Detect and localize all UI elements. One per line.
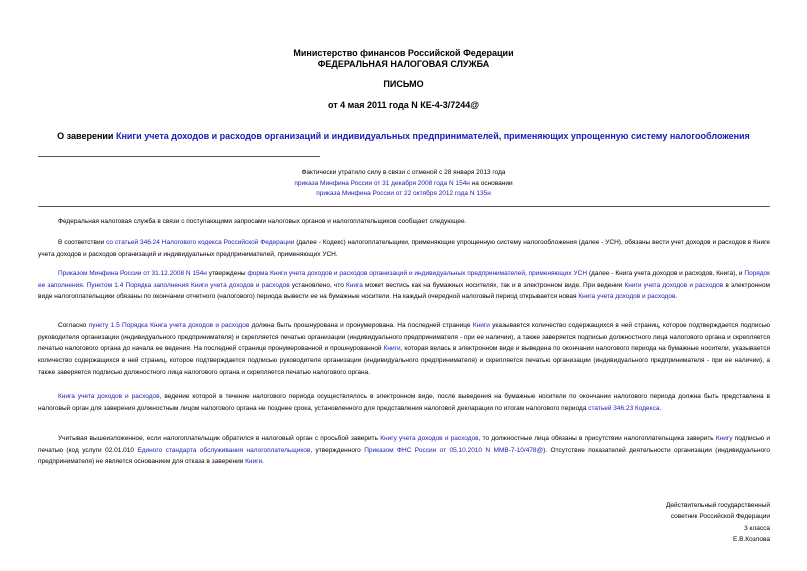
link-new-book[interactable]: Книга учета доходов и расходов	[578, 293, 676, 301]
paragraph-2: В соответствии со статьей 346.24 Налогового кодекса Российской Федерации (далее - Кодекс) налогоплательщики, применяющие упрощенную систему налогообложения (далее - УСН), обязаны вести учет доходов и расходов в Книге учета доходов и расходов организаций и индивидуальных предпринимателей, применяющих УСН.	[38, 239, 770, 258]
link-clause-1-4[interactable]: Пунктом 1.4 Порядка заполнения Книги учета доходов и расходов	[86, 281, 290, 289]
document-header	[0, 48, 807, 70]
doc-date-number: от 4 мая 2011 года N КЕ-4-3/7244@	[327, 100, 480, 110]
note-separator	[38, 206, 770, 207]
paragraph-6: Учитывая вышеизложенное, если налогоплательщик обратился в налоговый орган с просьбой заверить Книгу учета доходов и расходов, то должностные лица обязаны в присутствии налогоплательщика заверить Книгу подписью и печатью (код услуги 02.01.010 Единого стандарта обслуживания налогоплательщиков, утвержденного Приказом ФНС России от 05.10.2010 N ММВ-7-10/478@). Отсутствие показателей деятельности организации (индивидуального предпринимателя) не является основанием для отказа в заверении Книги.	[38, 435, 770, 466]
paragraph-3: Приказом Минфина России от 31.12.2008 N 154н утверждены форма Книги учета доходов и расходов организаций и индивидуальных предпринимателей, применяющих УСН (далее - Книга учета доходов и расходов, Книга), и Порядок ее заполнения. Пунктом 1.4 Порядка заполнения Книги учета доходов и расходов установлено, что Книга может вестись как на бумажных носителях, так и в электронном виде. При ведении Книги учета доходов и расходов в электронном виде налогоплательщики обязаны по окончании отчетного (налогового) периода вывести ее на бумажные носители. На каждый очередной налоговый период открывается новая Книга учета доходов и расходов.	[38, 270, 771, 301]
signature-name: Е.В.Козлова	[733, 535, 770, 543]
signature-rank-2: советник Российской Федерации	[670, 513, 770, 521]
link-order-154n[interactable]: Приказом Минфина России от 31.12.2008 N 154н	[58, 270, 207, 277]
status-line-2: приказа Минфина России от 31 декабря 2008 года N 154н на основании	[294, 179, 513, 187]
title-prefix: О заверении	[57, 131, 116, 141]
link-book-certify[interactable]: Книгу учета доходов и расходов	[380, 435, 479, 442]
paragraph-5: Книга учета доходов и расходов, ведение которой в течение налогового периода осуществлялось в электронном виде, после выведения на бумажные носители по окончании налогового периода должна быть представлена в налоговый орган для заверения должностным лицом налогового органа не позднее срока, установленного для представления налоговой декларации по итогам налогового периода статьей 346.23 Кодекса.	[38, 393, 771, 412]
link-book-income-expenses[interactable]: Книги учета доходов и расходов	[624, 281, 724, 289]
paragraph-1: Федеральная налоговая служба в связи с поступающими запросами налоговых органов и налогоплательщиков сообщает следующее.	[58, 218, 467, 225]
link-article-346-23[interactable]: статьей 346.23 Кодекса	[588, 404, 660, 412]
doc-type: ПИСЬМО	[383, 79, 424, 89]
status-line-3	[0, 189, 807, 200]
title-link[interactable]: Книги учета доходов и расходов организаций и индивидуальных предпринимателей, применяющих упрощенную систему налогообложения	[115, 131, 750, 141]
status-link-order-135n[interactable]: приказа Минфина России от 22 октября 2012 года N 135н	[316, 190, 491, 197]
signature-rank-1: Действительный государственный	[666, 502, 770, 509]
paragraph-4: Согласно пункту 1.5 Порядка Книга учета доходов и расходов должна быть прошнурована и пронумерована. На последней странице Книги указывается количество содержащихся в ней страниц, которое подтверждается подписью руководителя организации (индивидуального предпринимателя) и скрепляется печатью организации (индивидуального предпринимателя - при ее наличии), а также заверяется подписью должностного лица налогового органа и скрепляется печатью налогового органа до начала ее ведения. На последней странице пронумерованной и прошнурованной Книги, которая велась в электронном виде и выведена по окончании налогового периода на бумажные носители, указывается количество содержащихся в ней страниц, которое подтверждается подписью руководителя организации (индивидуального предпринимателя) и скрепляется печатью организации (индивидуального предпринимателя - при ее наличии), а также заверяется подписью должностного лица налогового органа и скрепляется печатью налогового органа.	[38, 322, 770, 376]
signature-class: 3 класса	[744, 524, 770, 532]
signature-block	[666, 500, 770, 545]
title-separator	[38, 156, 320, 157]
link-fill-procedure[interactable]: Порядок ее заполнения	[38, 270, 771, 289]
status-note	[0, 168, 807, 200]
link-book-form[interactable]: форма Книги учета доходов и расходов организаций и индивидуальных предпринимателей, применяющих УСН	[247, 270, 588, 277]
link-book-refusal[interactable]: Книги	[245, 458, 263, 466]
link-service-standard[interactable]: Единого стандарта обслуживания налогоплательщиков	[137, 446, 311, 454]
ministry-name: Министерство финансов Российской Федерации	[293, 48, 514, 58]
link-book-last-page[interactable]: Книги	[472, 322, 490, 329]
status-line-1: Фактически утратило силу в связи с отменой с 28 января 2013 года	[301, 169, 506, 176]
link-fns-order[interactable]: Приказом ФНС России от 05.10.2010 N ММВ-7-10/478@	[364, 446, 544, 454]
link-article-346-24[interactable]: со статьей 346.24 Налогового кодекса Российской Федерации	[106, 239, 295, 246]
link-book-electronic[interactable]: Книги	[383, 345, 401, 353]
link-book-sign[interactable]: Книгу	[715, 435, 733, 442]
status-link-order-154n[interactable]: приказа Минфина России от 31 декабря 2008 года N 154н	[294, 179, 470, 187]
link-book[interactable]: Книга	[346, 281, 363, 289]
link-book-electronic-kept[interactable]: Книга учета доходов и расходов	[58, 393, 160, 400]
service-name: ФЕДЕРАЛЬНАЯ НАЛОГОВАЯ СЛУЖБА	[317, 59, 490, 69]
document-title	[0, 131, 807, 142]
link-clause-1-5[interactable]: пункту 1.5 Порядка Книга учета доходов и расходов	[88, 322, 250, 329]
